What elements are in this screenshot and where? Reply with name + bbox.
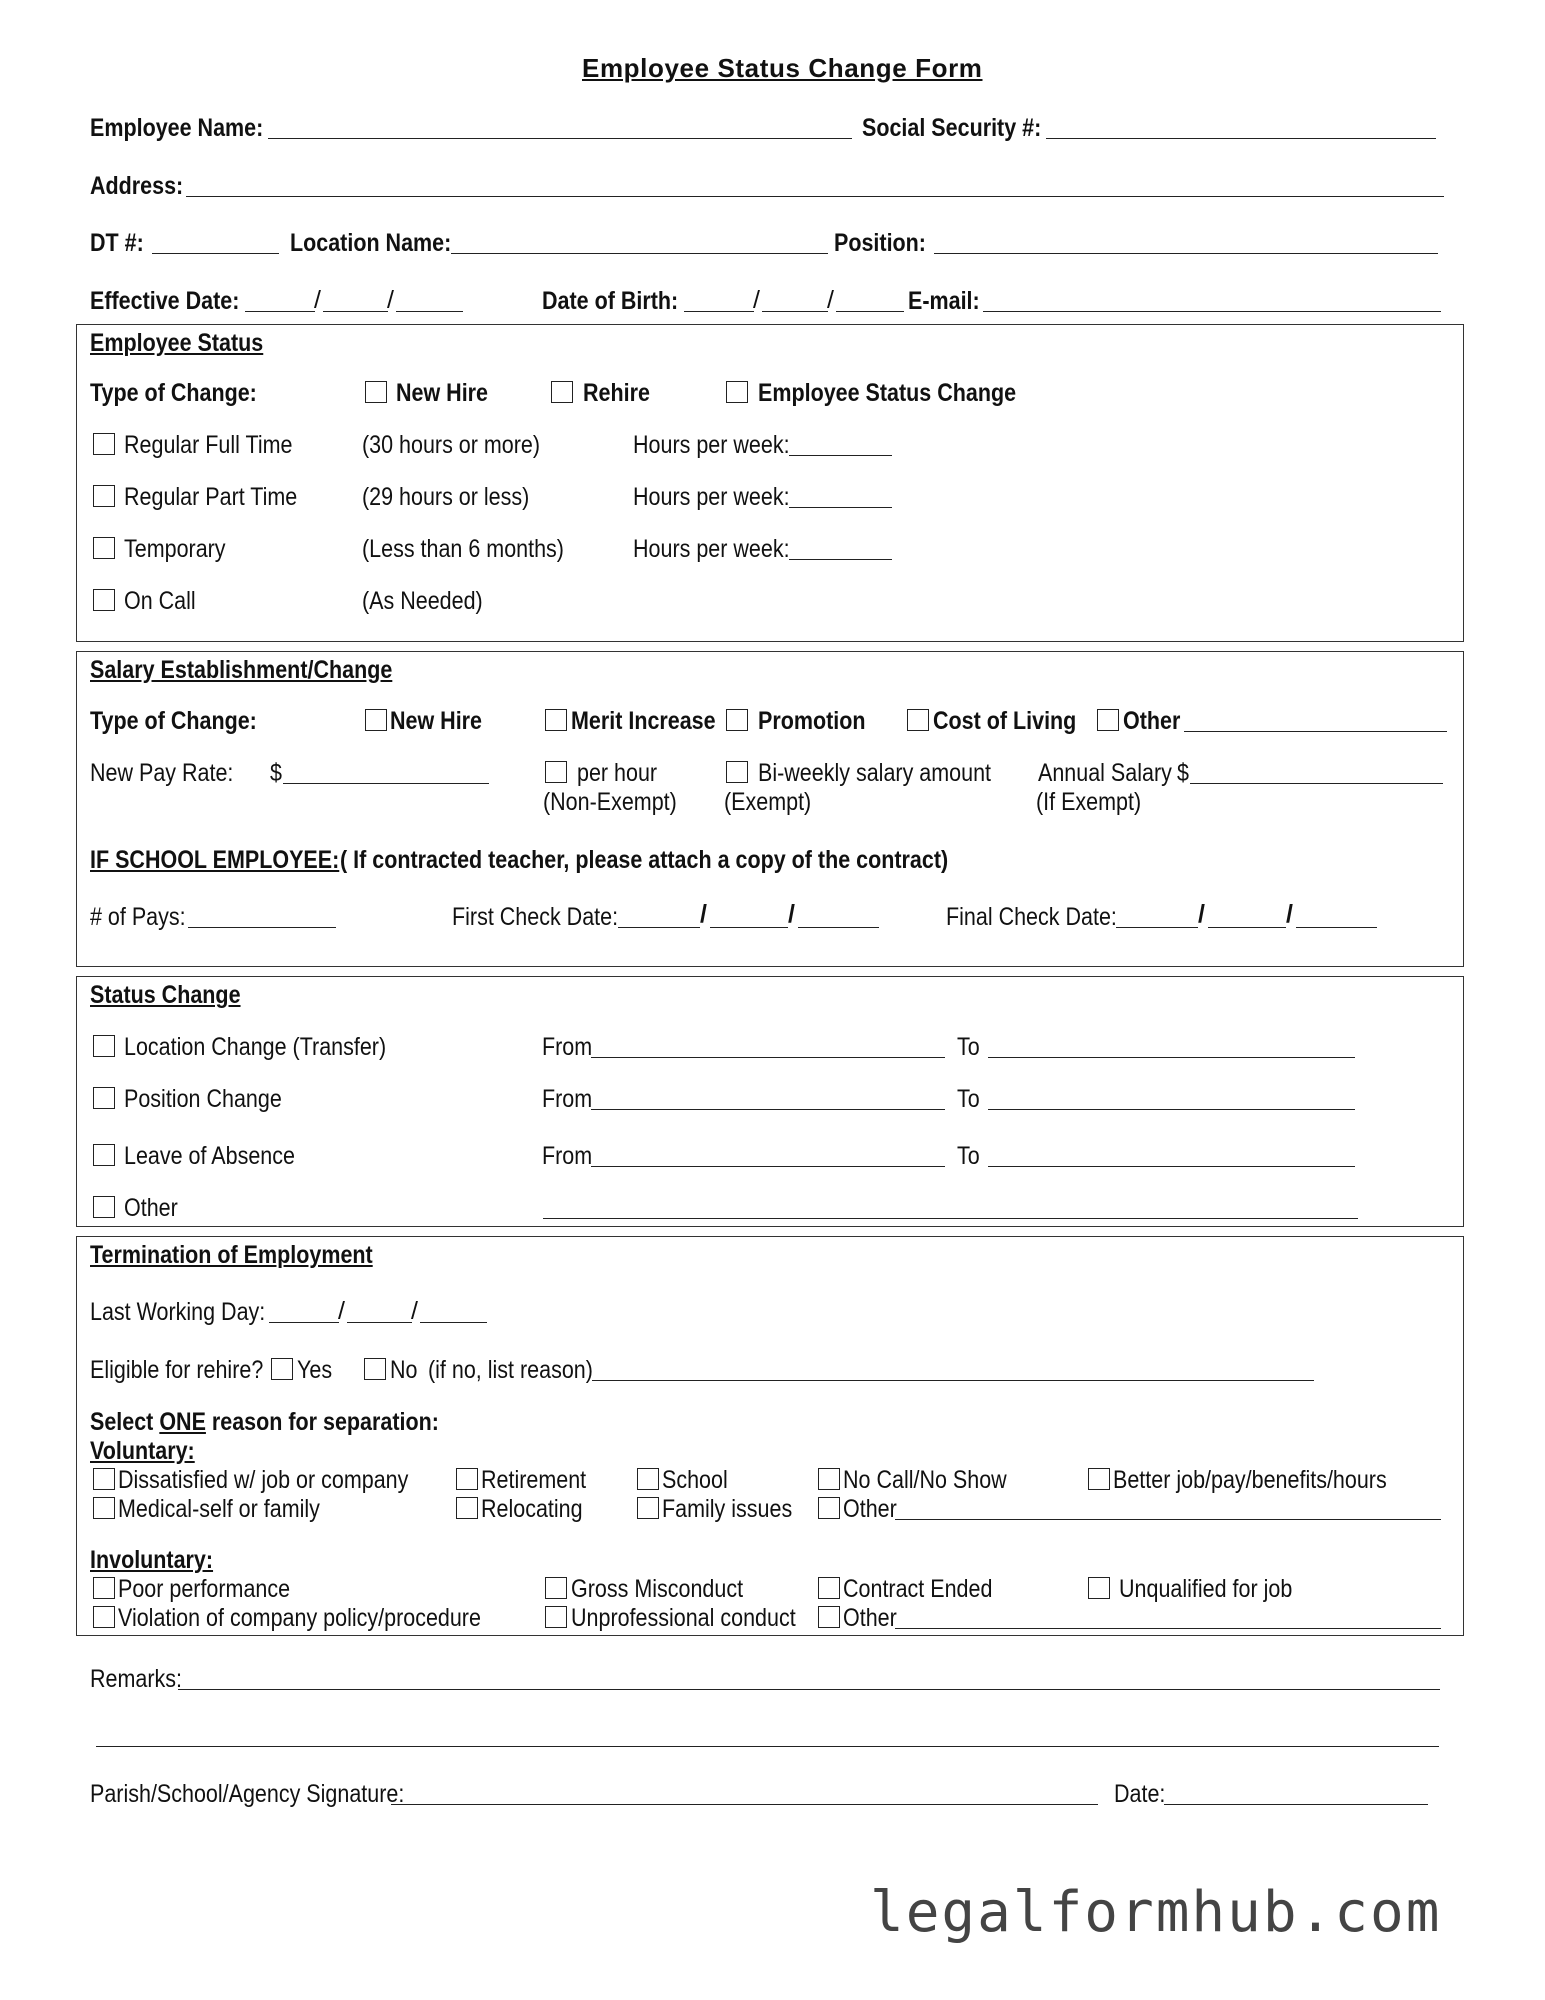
reason-label: Better job/pay/benefits/hours — [1113, 1466, 1387, 1494]
voluntary-other-checkbox[interactable] — [818, 1497, 840, 1519]
location-name-field[interactable] — [451, 253, 828, 254]
status-change-heading: Status Change — [90, 981, 241, 1009]
remarks-field-line-2[interactable] — [96, 1746, 1439, 1747]
employee-status-change-label: Employee Status Change — [758, 379, 1017, 407]
num-pays-label: # of Pays: — [90, 903, 186, 931]
medical-checkbox[interactable] — [93, 1497, 115, 1519]
status-row-desc: (29 hours or less) — [362, 483, 530, 511]
effective-date-day[interactable] — [323, 311, 388, 312]
reason-label: Violation of company policy/procedure — [118, 1604, 481, 1632]
last-day-month[interactable] — [269, 1322, 339, 1323]
dissatisfied-checkbox[interactable] — [93, 1468, 115, 1490]
annual-salary-field[interactable] — [1190, 783, 1443, 784]
involuntary-heading: Involuntary: — [90, 1546, 214, 1574]
select-one-reason-heading: Select ONE reason for separation: — [90, 1408, 439, 1436]
contract-ended-checkbox[interactable] — [818, 1577, 840, 1599]
remarks-label: Remarks: — [90, 1665, 182, 1693]
status-row-desc: (Less than 6 months) — [362, 535, 564, 563]
first-check-month[interactable] — [618, 927, 700, 928]
ssn-field[interactable] — [1046, 138, 1436, 139]
signature-field[interactable] — [391, 1804, 1098, 1805]
dollar-sign: $ — [270, 759, 282, 787]
to-label: To — [957, 1033, 980, 1061]
watermark-text: legalformhub.com — [870, 1880, 1442, 1945]
leave-of-absence-checkbox[interactable] — [93, 1144, 115, 1166]
form-title: Employee Status Change Form — [582, 53, 983, 83]
ssn-label: Social Security #: — [862, 114, 1042, 142]
reason-label: Contract Ended — [843, 1575, 993, 1603]
signature-date-field[interactable] — [1164, 1804, 1428, 1805]
final-check-date-label: Final Check Date: — [946, 903, 1117, 931]
salary-type-of-change-label: Type of Change: — [90, 707, 257, 735]
last-day-day[interactable] — [347, 1322, 412, 1323]
reason-label: Medical-self or family — [118, 1495, 320, 1523]
per-hour-label: per hour — [577, 759, 658, 787]
involuntary-other-field[interactable] — [895, 1628, 1441, 1629]
annual-salary-label: Annual Salary — [1038, 759, 1172, 787]
cost-of-living-label: Cost of Living — [933, 707, 1077, 735]
status-row-label: Regular Full Time — [124, 431, 293, 459]
num-pays-field[interactable] — [188, 927, 336, 928]
if-exempt-label: (If Exempt) — [1036, 788, 1142, 816]
rehire-no-checkbox[interactable] — [364, 1358, 386, 1380]
salary-new-hire-label: New Hire — [390, 707, 483, 735]
final-check-day[interactable] — [1208, 927, 1286, 928]
gross-misconduct-checkbox[interactable] — [545, 1577, 567, 1599]
promotion-checkbox[interactable] — [726, 709, 748, 731]
better-job-checkbox[interactable] — [1088, 1468, 1110, 1490]
rehire-yes-checkbox[interactable] — [271, 1358, 293, 1380]
status-other-field[interactable] — [543, 1218, 1358, 1219]
status-row-label: Regular Part Time — [124, 483, 298, 511]
reason-label: Unqualified for job — [1119, 1575, 1293, 1603]
last-day-year[interactable] — [420, 1322, 487, 1323]
if-no-reason-label: (if no, list reason) — [428, 1356, 593, 1384]
poor-performance-checkbox[interactable] — [93, 1577, 115, 1599]
email-label: E-mail: — [908, 287, 980, 315]
hours-per-week-field[interactable] — [789, 455, 892, 456]
termination-heading: Termination of Employment — [90, 1241, 373, 1269]
status-row-label: Temporary — [124, 535, 226, 563]
new-pay-rate-label: New Pay Rate: — [90, 759, 234, 787]
final-check-month[interactable] — [1116, 927, 1198, 928]
leave-from-field[interactable] — [591, 1166, 945, 1167]
effective-date-year[interactable] — [396, 311, 463, 312]
voluntary-heading: Voluntary: — [90, 1437, 195, 1465]
annual-dollar-sign: $ — [1177, 759, 1189, 787]
status-change-section — [76, 976, 1464, 1227]
location-from-field[interactable] — [591, 1057, 945, 1058]
date-separator: / — [753, 286, 760, 314]
first-check-day[interactable] — [710, 927, 788, 928]
employee-status-heading: Employee Status — [90, 329, 264, 357]
non-exempt-label: (Non-Exempt) — [543, 788, 677, 816]
temporary-checkbox[interactable] — [93, 537, 115, 559]
position-field[interactable] — [934, 253, 1438, 254]
status-row-desc: (As Needed) — [362, 587, 483, 615]
reason-label: Other — [843, 1604, 897, 1632]
status-change-row-label: Location Change (Transfer) — [124, 1033, 387, 1061]
new-hire-checkbox[interactable] — [365, 381, 387, 403]
reason-label: Dissatisfied w/ job or company — [118, 1466, 409, 1494]
eligible-rehire-label: Eligible for rehire? — [90, 1356, 264, 1384]
employee-name-label: Employee Name: — [90, 114, 264, 142]
new-pay-rate-field[interactable] — [283, 783, 489, 784]
signature-label: Parish/School/Agency Signature: — [90, 1780, 405, 1808]
date-label: Date: — [1114, 1780, 1166, 1808]
status-change-row-label: Leave of Absence — [124, 1142, 295, 1170]
school-employee-label: IF SCHOOL EMPLOYEE: — [90, 846, 340, 874]
last-working-day-label: Last Working Day: — [90, 1298, 266, 1326]
exempt-label: (Exempt) — [724, 788, 812, 816]
biweekly-label: Bi-weekly salary amount — [758, 759, 992, 787]
first-check-year[interactable] — [798, 927, 879, 928]
final-check-year[interactable] — [1296, 927, 1377, 928]
dt-field[interactable] — [152, 253, 279, 254]
regular-full-time-checkbox[interactable] — [93, 433, 115, 455]
status-change-row-label: Position Change — [124, 1085, 282, 1113]
first-check-date-label: First Check Date: — [452, 903, 619, 931]
date-separator: / — [387, 286, 394, 314]
from-label: From — [542, 1142, 593, 1170]
no-call-no-show-checkbox[interactable] — [818, 1468, 840, 1490]
involuntary-other-checkbox[interactable] — [818, 1606, 840, 1628]
biweekly-checkbox[interactable] — [726, 761, 748, 783]
salary-other-label: Other — [1123, 707, 1181, 735]
reason-label: School — [662, 1466, 728, 1494]
salary-other-field[interactable] — [1184, 731, 1447, 732]
rehire-reason-field[interactable] — [592, 1380, 1314, 1381]
per-hour-checkbox[interactable] — [545, 761, 567, 783]
status-change-row-label: Other — [124, 1194, 178, 1222]
reason-label: Retirement — [481, 1466, 587, 1494]
relocating-checkbox[interactable] — [456, 1497, 478, 1519]
hours-per-week-field[interactable] — [789, 559, 892, 560]
family-issues-checkbox[interactable] — [637, 1497, 659, 1519]
unprofessional-conduct-checkbox[interactable] — [545, 1606, 567, 1628]
voluntary-other-field[interactable] — [895, 1519, 1441, 1520]
unqualified-checkbox[interactable] — [1088, 1577, 1110, 1599]
status-other-checkbox[interactable] — [93, 1196, 115, 1218]
location-change-checkbox[interactable] — [93, 1035, 115, 1057]
type-of-change-label: Type of Change: — [90, 379, 257, 407]
location-name-label: Location Name: — [290, 229, 452, 257]
address-label: Address: — [90, 172, 184, 200]
dob-year[interactable] — [836, 311, 904, 312]
dob-day[interactable] — [762, 311, 828, 312]
policy-violation-checkbox[interactable] — [93, 1606, 115, 1628]
hours-per-week-label: Hours per week: — [633, 431, 790, 459]
rehire-no-label: No — [390, 1356, 418, 1384]
salary-heading: Salary Establishment/Change — [90, 656, 393, 684]
reason-label: No Call/No Show — [843, 1466, 1007, 1494]
cost-of-living-checkbox[interactable] — [907, 709, 929, 731]
rehire-label: Rehire — [583, 379, 650, 407]
reason-label: Relocating — [481, 1495, 583, 1523]
employee-status-change-checkbox[interactable] — [726, 381, 748, 403]
rehire-checkbox[interactable] — [551, 381, 573, 403]
email-field[interactable] — [983, 311, 1441, 312]
status-row-label: On Call — [124, 587, 196, 615]
to-label: To — [957, 1085, 980, 1113]
salary-other-checkbox[interactable] — [1097, 709, 1119, 731]
salary-new-hire-checkbox[interactable] — [365, 709, 387, 731]
reason-label: Family issues — [662, 1495, 793, 1523]
date-separator: / — [788, 900, 795, 928]
date-separator: / — [827, 286, 834, 314]
new-hire-label: New Hire — [396, 379, 489, 407]
hours-per-week-label: Hours per week: — [633, 483, 790, 511]
reason-label: Gross Misconduct — [571, 1575, 744, 1603]
from-label: From — [542, 1033, 593, 1061]
position-change-checkbox[interactable] — [93, 1087, 115, 1109]
on-call-checkbox[interactable] — [93, 589, 115, 611]
hours-per-week-field[interactable] — [789, 507, 892, 508]
effective-date-label: Effective Date: — [90, 287, 240, 315]
leave-to-field[interactable] — [988, 1166, 1355, 1167]
date-separator: / — [314, 286, 321, 314]
regular-part-time-checkbox[interactable] — [93, 485, 115, 507]
address-field[interactable] — [186, 196, 1444, 197]
hours-per-week-label: Hours per week: — [633, 535, 790, 563]
position-from-field[interactable] — [591, 1109, 945, 1110]
retirement-checkbox[interactable] — [456, 1468, 478, 1490]
rehire-yes-label: Yes — [297, 1356, 333, 1384]
position-label: Position: — [834, 229, 926, 257]
date-separator: / — [700, 900, 707, 928]
date-separator: / — [1286, 900, 1293, 928]
date-separator: / — [338, 1297, 345, 1325]
dt-label: DT #: — [90, 229, 144, 257]
merit-increase-checkbox[interactable] — [545, 709, 567, 731]
location-to-field[interactable] — [988, 1057, 1355, 1058]
date-separator: / — [411, 1297, 418, 1325]
position-to-field[interactable] — [988, 1109, 1355, 1110]
employee-name-field[interactable] — [268, 138, 852, 139]
remarks-field[interactable] — [178, 1689, 1440, 1690]
school-employee-note: ( If contracted teacher, please attach a copy of the contract) — [340, 846, 949, 874]
to-label: To — [957, 1142, 980, 1170]
date-of-birth-label: Date of Birth: — [542, 287, 679, 315]
date-separator: / — [1198, 900, 1205, 928]
reason-label: Unprofessional conduct — [571, 1604, 796, 1632]
merit-increase-label: Merit Increase — [571, 707, 716, 735]
dob-month[interactable] — [684, 311, 754, 312]
status-row-desc: (30 hours or more) — [362, 431, 541, 459]
reason-label: Other — [843, 1495, 897, 1523]
effective-date-month[interactable] — [245, 311, 315, 312]
promotion-label: Promotion — [758, 707, 866, 735]
school-checkbox[interactable] — [637, 1468, 659, 1490]
from-label: From — [542, 1085, 593, 1113]
reason-label: Poor performance — [118, 1575, 291, 1603]
